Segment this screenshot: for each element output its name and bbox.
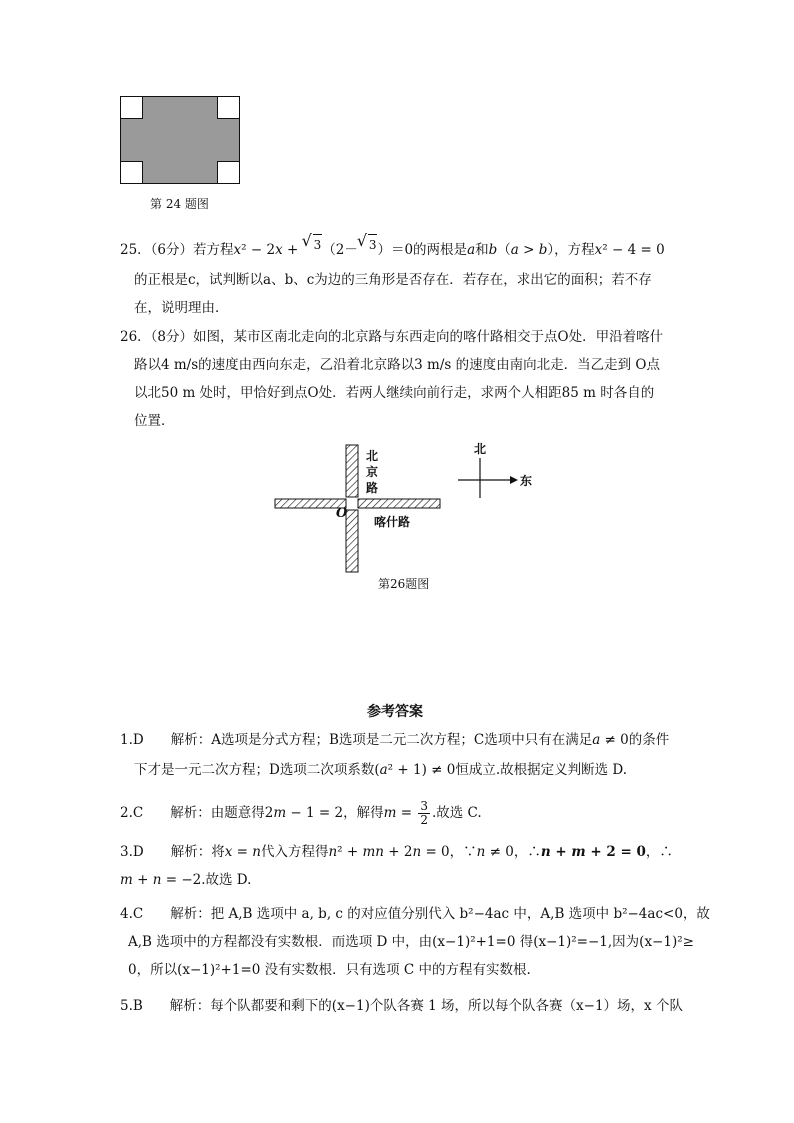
beijing-road-north: [346, 445, 358, 497]
figure-24: [120, 96, 240, 184]
beijing-road-south: [346, 510, 358, 572]
point-o-label: O: [336, 506, 348, 521]
kashgar-road-east: [358, 499, 440, 508]
fraction-3-2: $\frac{3}{2}$: [420, 799, 428, 827]
q25-line-3: 在，说明理由．: [134, 300, 229, 316]
figure-26-caption: 第26题图: [378, 577, 430, 591]
answer-1-line-1: 1.D 解析：A选项是分式方程；B选项是二元二次方程；C选项中只有在满足a ≠ 0的条件: [120, 732, 670, 748]
corner-square-top-right: [218, 97, 240, 119]
q26-line-4: 位置．: [134, 413, 175, 429]
answer-1-line-2: 下才是一元二次方程；D选项二次项系数(a² + 1) ≠ 0恒成立.故根据定义判断选 D.: [134, 762, 628, 778]
kashgar-road-label: 喀什路: [374, 515, 411, 529]
answers-heading: 参考答案: [367, 704, 423, 720]
answer-4-line-2: A,B 选项中的方程都没有实数根．而选项 D 中，由(x−1)²+1=0 得(x−1)²=−1,因为(x−1)²≥: [128, 934, 694, 950]
answer-5-line-1: 5.B 解析：每个队都要和剩下的(x−1)个队各赛 1 场，所以每个队各赛（x−1）场，x 个队: [120, 998, 683, 1014]
figure-26-map: [270, 440, 550, 580]
figure-24-caption: 第 24 题图: [150, 197, 209, 211]
figure-24-drawing: [120, 96, 240, 184]
corner-square-bottom-right: [218, 162, 240, 184]
corner-square-bottom-left: [121, 162, 143, 184]
figure-26: [270, 440, 550, 580]
answer-3-line-1: 3.D 解析：将x = n代入方程得n² + mn + 2n = 0，∵n ≠ 0，∴n + m + 2 = 0，∴: [120, 844, 673, 860]
q26-line-3: 以北50 m 处时，甲恰好到点O处．若两人继续向前行走，求两个人相距85 m 时各自的: [134, 385, 655, 401]
answer-4-line-1: 4.C 解析：把 A,B 选项中 a, b, c 的对应值分别代入 b²−4ac 中，A,B 选项中 b²−4ac<0，故: [120, 906, 710, 922]
q25-line-2: 的正根是c，试判断以a、b、c为边的三角形是否存在．若存在，求出它的面积；若不存: [134, 272, 652, 288]
east-arrow-icon: [510, 476, 518, 484]
q25-line-1: 25．（6分）若方程x² − 2x + √ 3（2－√ 3）＝0的两根是a和b（a > b），方程x² − 4 = 0: [120, 240, 665, 260]
north-label: 北: [474, 442, 487, 456]
sqrt-3: √ 3: [303, 240, 323, 260]
answer-3-line-2: m + n = −2.故选 D.: [120, 872, 252, 888]
answer-4-line-3: 0，所以(x−1)²+1=0 没有实数根．只有选项 C 中的方程有实数根.: [128, 962, 531, 978]
beijing-road-label: 北京路: [366, 449, 379, 495]
q26-line-2: 路以4 m/s的速度由西向东走，乙沿着北京路以3 m/s 的速度由南向北走．当乙走到 O点: [134, 357, 660, 373]
answer-2: 2.C 解析：由题意得2m − 1 = 2，解得m = $\frac{3}{2}$ .故选 C.: [120, 799, 482, 827]
east-label: 东: [520, 474, 533, 488]
q26-line-1: 26．（8分）如图，某市区南北走向的北京路与东西走向的喀什路相交于点O处．甲沿着喀什: [120, 329, 664, 345]
corner-square-top-left: [121, 97, 143, 119]
